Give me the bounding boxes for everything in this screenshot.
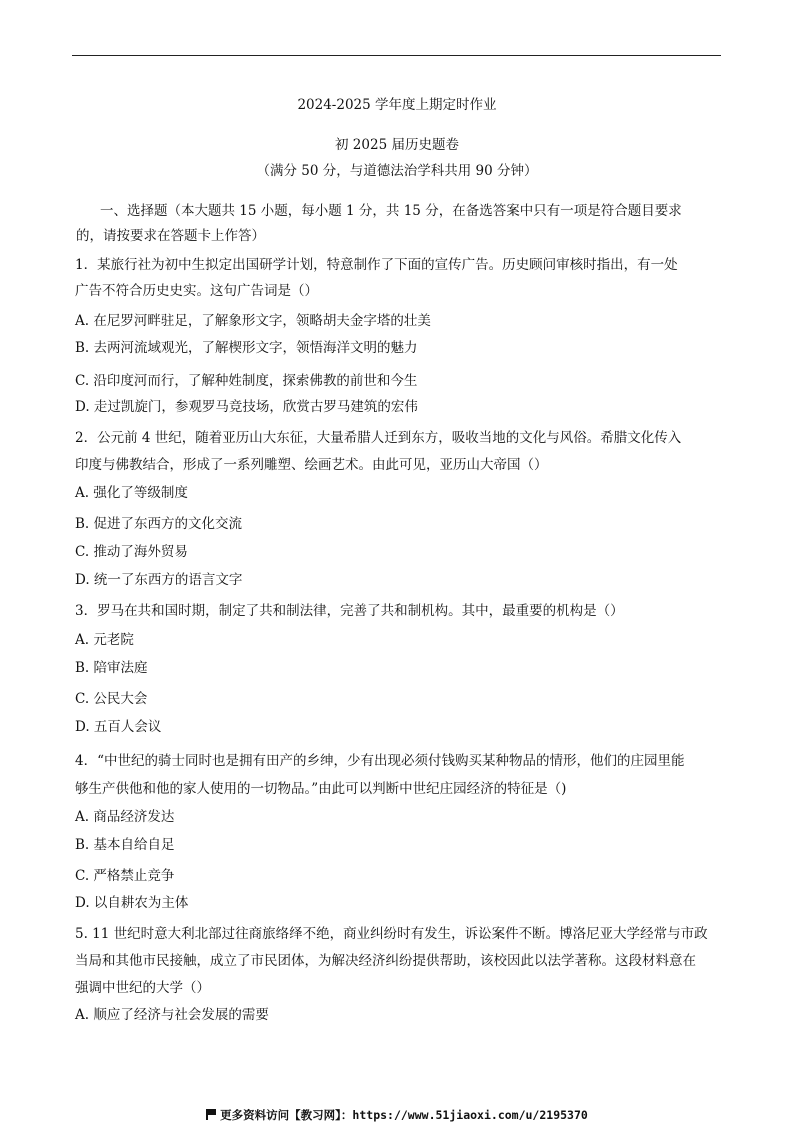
question-2-option-b: B. 促进了东西方的文化交流: [75, 516, 243, 532]
footer-text[interactable]: 更多资料访问【教习网】：https://www.51jiaoxi.com/u/2195370: [220, 1108, 588, 1122]
question-1-option-c: C. 沿印度河而行，了解种姓制度，探索佛教的前世和今生: [75, 373, 418, 389]
document-note: （满分 50 分，与道德法治学科共用 90 分钟）: [256, 163, 538, 179]
question-4-option-d: D. 以自耕农为主体: [75, 895, 189, 911]
question-5-option-a: A. 顺应了经济与社会发展的需要: [75, 1007, 269, 1023]
section-heading-line-1: 一、选择题（本大题共 15 小题，每小题 1 分，共 15 分，在备选答案中只有一项是符合题目要求: [100, 203, 682, 219]
question-5-stem-line-1: 5. 11 世纪时意大利北部过往商旅络绎不绝，商业纠纷时有发生，诉讼案件不断。博洛尼亚大学经常与市政: [75, 926, 708, 942]
question-4-option-c: C. 严格禁止竞争: [75, 868, 175, 884]
question-1-stem-line-1: 1．某旅行社为初中生拟定出国研学计划，特意制作了下面的宣传广告。历史顾问审核时指出，有一处: [75, 257, 678, 273]
question-1-option-a: A. 在尼罗河畔驻足，了解象形文字，领略胡夫金字塔的壮美: [75, 313, 431, 329]
question-2-option-a: A. 强化了等级制度: [75, 485, 188, 501]
question-2-stem-line-2: 印度与佛教结合，形成了一系列雕塑、绘画艺术。由此可见，亚历山大帝国（）: [75, 457, 548, 473]
section-heading-line-2: 的，请按要求在答题卡上作答）: [76, 228, 265, 244]
footer-link[interactable]: [0, 1107, 794, 1123]
question-1-option-d: D. 走过凯旋门，参观罗马竞技场，欣赏古罗马建筑的宏伟: [75, 399, 418, 415]
question-2-stem-line-1: 2．公元前 4 世纪，随着亚历山大东征，大量希腊人迁到东方，吸收当地的文化与风俗。希腊文化传入: [75, 430, 682, 446]
question-2-option-d: D. 统一了东西方的语言文字: [75, 572, 243, 588]
document-title: 2024-2025 学年度上期定时作业: [297, 97, 497, 113]
question-3-stem-line-1: 3．罗马在共和国时期，制定了共和制法律，完善了共和制机构。其中，最重要的机构是（）: [75, 603, 624, 619]
question-2-option-c: C. 推动了海外贸易: [75, 544, 188, 560]
question-5-stem-line-2: 当局和其他市民接触，成立了市民团体，为解决经济纠纷提供帮助，该校因此以法学著称。这段材料意在: [75, 953, 696, 969]
document-subtitle: 初 2025 届历史题卷: [335, 137, 459, 153]
question-3-option-c: C. 公民大会: [75, 691, 148, 707]
question-4-option-b: B. 基本自给自足: [75, 837, 175, 853]
question-4-option-a: A. 商品经济发达: [75, 809, 175, 825]
question-3-option-b: B. 陪审法庭: [75, 660, 148, 676]
question-5-stem-line-3: 强调中世纪的大学（）: [75, 980, 210, 996]
question-4-stem-line-1: 4．“中世纪的骑士同时也是拥有田产的乡绅，少有出现必须付钱购买某种物品的情形，他们的庄园里能: [75, 753, 685, 769]
question-4-stem-line-2: 够生产供他和他的家人使用的一切物品。”由此可以判断中世纪庄园经济的特征是（): [75, 781, 567, 797]
question-3-option-d: D. 五百人会议: [75, 719, 162, 735]
header-rule: [72, 55, 721, 56]
flag-icon: [206, 1109, 216, 1120]
question-1-option-b: B. 去两河流域观光，了解楔形文字，领悟海洋文明的魅力: [75, 340, 418, 356]
question-3-option-a: A. 元老院: [75, 632, 134, 648]
question-1-stem-line-2: 广告不符合历史史实。这句广告词是（）: [75, 283, 318, 299]
